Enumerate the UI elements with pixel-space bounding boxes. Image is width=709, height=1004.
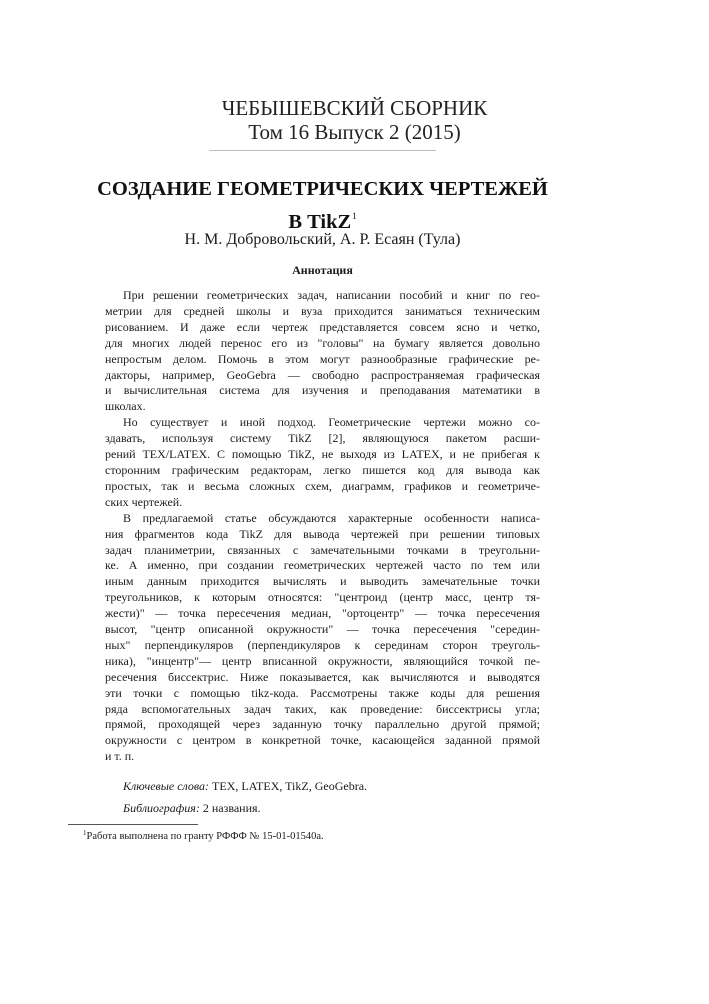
abstract-line: задач планиметрии, связанных с замечательными точками в треугольни- xyxy=(105,542,540,557)
abstract-line: рений TEX/LATEX. С помощью TikZ, не выходя из LATEX, и не прибегая к xyxy=(105,447,540,462)
abstract-line: эти точки с помощью tikz-кода. Рассмотрены также коды для решения xyxy=(105,685,540,700)
abstract-paragraph xyxy=(105,511,540,766)
abstract-line: здавать, используя систему TikZ [2], являющуюся пакетом расши- xyxy=(105,431,540,446)
journal-issue: Том 16 Выпуск 2 (2015) xyxy=(248,120,461,144)
abstract-body xyxy=(105,288,540,765)
abstract-line: ряда вспомогательных задач таких, как проведение: биссектрисы угла; xyxy=(105,701,540,716)
abstract-line: В предлагаемой статье обсуждаются характерные особенности написа- xyxy=(123,510,540,525)
abstract-paragraph xyxy=(105,288,540,415)
footnote-text: Работа выполнена по гранту РФФФ № 15-01-01540а. xyxy=(86,831,324,842)
abstract-line: При решении геометрических задач, написании пособий и книг по гео- xyxy=(123,288,540,302)
abstract-line: простых, так и весьма сложных схем, диаграмм, графиков и геометриче- xyxy=(105,478,540,493)
abstract-line: для многих людей перенос его из "головы" на бумагу является довольно xyxy=(105,335,540,350)
bibliography xyxy=(123,800,261,816)
abstract-line: сторонним графическим редакторам, легко пишется код для вывода как xyxy=(105,462,540,477)
header-divider xyxy=(209,150,436,151)
abstract-line: ных" перпендикуляров (перпендикуляров к серединам сторон треуголь- xyxy=(105,637,540,652)
journal-name: ЧЕБЫШЕВСКИЙ СБОРНИК xyxy=(221,96,488,120)
abstract-line: дакторы, например, GeoGebra — свободно распространяемая графическая xyxy=(105,367,540,382)
keywords-value: TEX, LATEX, TikZ, GeoGebra. xyxy=(212,779,368,793)
abstract-line: ния фрагментов кода TikZ для вывода чертежей при решении типовых xyxy=(105,526,540,541)
bibliography-label: Библиография: xyxy=(123,801,200,815)
abstract-line: ресечения биссектрис. Ниже показывается, как вычисляются и выводятся xyxy=(105,669,540,684)
abstract-line: и вычислительная система для изучения и преподавания математики в xyxy=(105,383,540,398)
keywords-label: Ключевые слова: xyxy=(123,779,210,793)
abstract-line: Но существует и иной подход. Геометрические чертежи можно со- xyxy=(123,415,540,430)
authors: Н. М. Добровольский, А. Р. Есаян (Тула) xyxy=(184,231,461,248)
abstract-line: метрии для средней школы и вуза приходится заниматься техническим xyxy=(105,303,540,318)
abstract-line: иным данным приходится вычислять и выводить замечательные точки xyxy=(105,574,540,589)
abstract-line: ских чертежей. xyxy=(105,494,183,509)
abstract-line: ке. А именно, при создании геометрических чертежей часто по тем или xyxy=(105,558,540,573)
abstract-line: окружности с центром в конкретной точке, касающейся заданной прямой xyxy=(105,733,540,748)
article-title-text: В TikZ xyxy=(288,211,352,233)
footnote-mark: 1 xyxy=(83,829,87,837)
abstract-line: высот, "центр описанной окружности" — точка пересечения "середин- xyxy=(105,622,540,637)
abstract-paragraph xyxy=(105,415,540,510)
keywords xyxy=(123,778,367,794)
abstract-line: рисованием. И даже если чертеж представляется совсем ясно и четко, xyxy=(105,319,540,334)
bibliography-value: 2 названия. xyxy=(202,801,261,815)
abstract-line: жести)" — точка пересечения медиан, "ортоцентр" — точка пересечения xyxy=(105,606,540,621)
abstract-line: ника), "инцентр"— центр вписанной окружности, являющийся точкой пе- xyxy=(105,653,540,668)
abstract-line: школах. xyxy=(105,399,146,414)
abstract-line: прямой, проходящей через заданную точку параллельно другой прямой; xyxy=(105,717,540,732)
abstract-line: и т. п. xyxy=(105,749,135,764)
article-title-line-1: СОЗДАНИЕ ГЕОМЕТРИЧЕСКИХ ЧЕРТЕЖЕЙ xyxy=(97,178,548,200)
abstract-heading: Аннотация xyxy=(292,263,353,277)
abstract-line: непростым делом. Помочь в этом могут разнообразные графические ре- xyxy=(105,351,540,366)
title-footnote-mark: 1 xyxy=(352,211,357,221)
footnote-divider xyxy=(68,824,198,825)
footnote xyxy=(83,826,324,844)
abstract-line: треугольников, к которым относятся: "центроид (центр масс, центр тя- xyxy=(105,590,540,605)
